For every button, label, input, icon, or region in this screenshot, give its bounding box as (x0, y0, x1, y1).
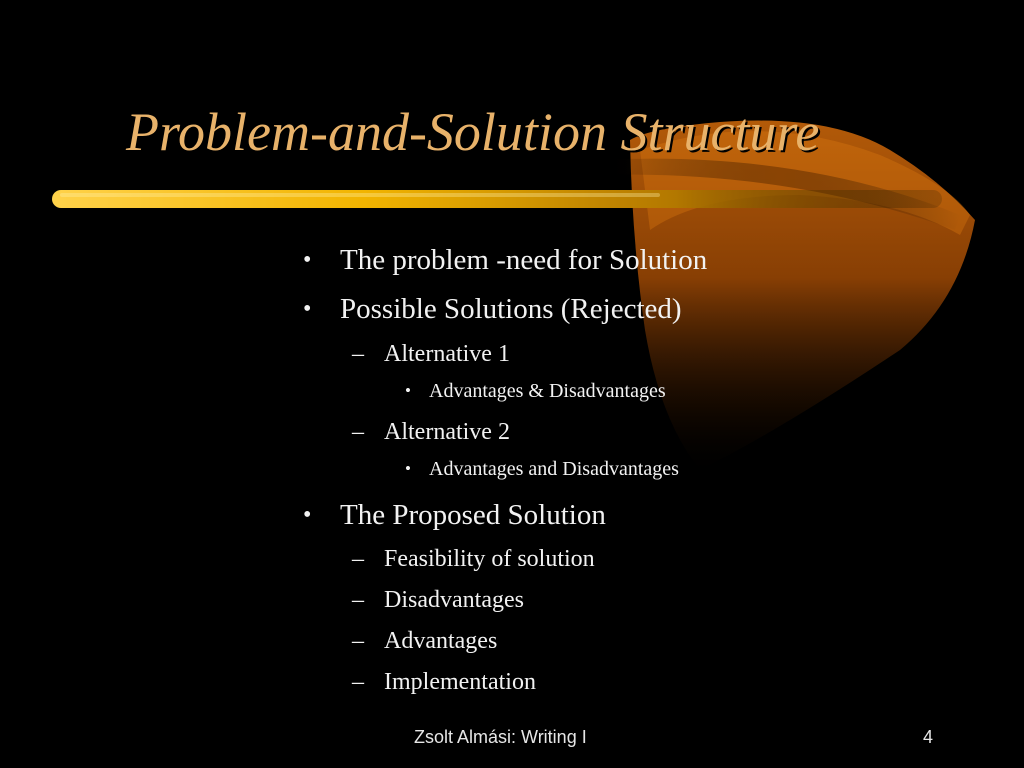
sub-bullet-text: Advantages (384, 628, 498, 654)
sub-bullet-item (352, 668, 536, 696)
bullet-marker: • (303, 502, 312, 528)
bullet-marker: • (405, 381, 411, 400)
sub-bullet-text: Feasibility of solution (384, 546, 595, 572)
slide-footer: Zsolt Almási: Writing I (414, 727, 587, 747)
sub-bullet-text: Alternative 2 (384, 419, 510, 445)
sub-sub-bullet-text: Advantages and Disadvantages (429, 458, 679, 480)
bullet-text: The Proposed Solution (340, 499, 606, 531)
dash-marker: – (352, 341, 364, 367)
dash-marker: – (352, 419, 364, 445)
dash-marker: – (352, 546, 364, 572)
bullet-item (303, 243, 708, 277)
bullet-text: The problem -need for Solution (340, 244, 708, 276)
dash-marker: – (352, 587, 364, 613)
sub-bullet-text: Disadvantages (384, 587, 524, 613)
slide-title: Problem-and-Solution Structure (126, 102, 820, 162)
bullet-item (303, 292, 682, 326)
bullet-marker: • (303, 247, 312, 273)
dash-marker: – (352, 669, 364, 695)
sub-bullet-text: Alternative 1 (384, 341, 510, 367)
bullet-text: Possible Solutions (Rejected) (340, 293, 682, 325)
sub-bullet-item (352, 627, 498, 655)
sub-bullet-item (352, 586, 524, 614)
sub-bullet-item (352, 340, 510, 368)
sub-bullet-text: Implementation (384, 669, 536, 695)
sub-sub-bullet-text: Advantages & Disadvantages (429, 380, 666, 402)
bullet-marker: • (303, 296, 312, 322)
dash-marker: – (352, 628, 364, 654)
bullet-marker: • (405, 459, 411, 478)
page-number: 4 (923, 727, 934, 747)
sub-bullet-item (352, 418, 510, 446)
bullet-item (303, 498, 606, 532)
sub-bullet-item (352, 545, 595, 573)
sub-sub-bullet-item (405, 379, 666, 403)
sub-sub-bullet-item (405, 457, 679, 481)
